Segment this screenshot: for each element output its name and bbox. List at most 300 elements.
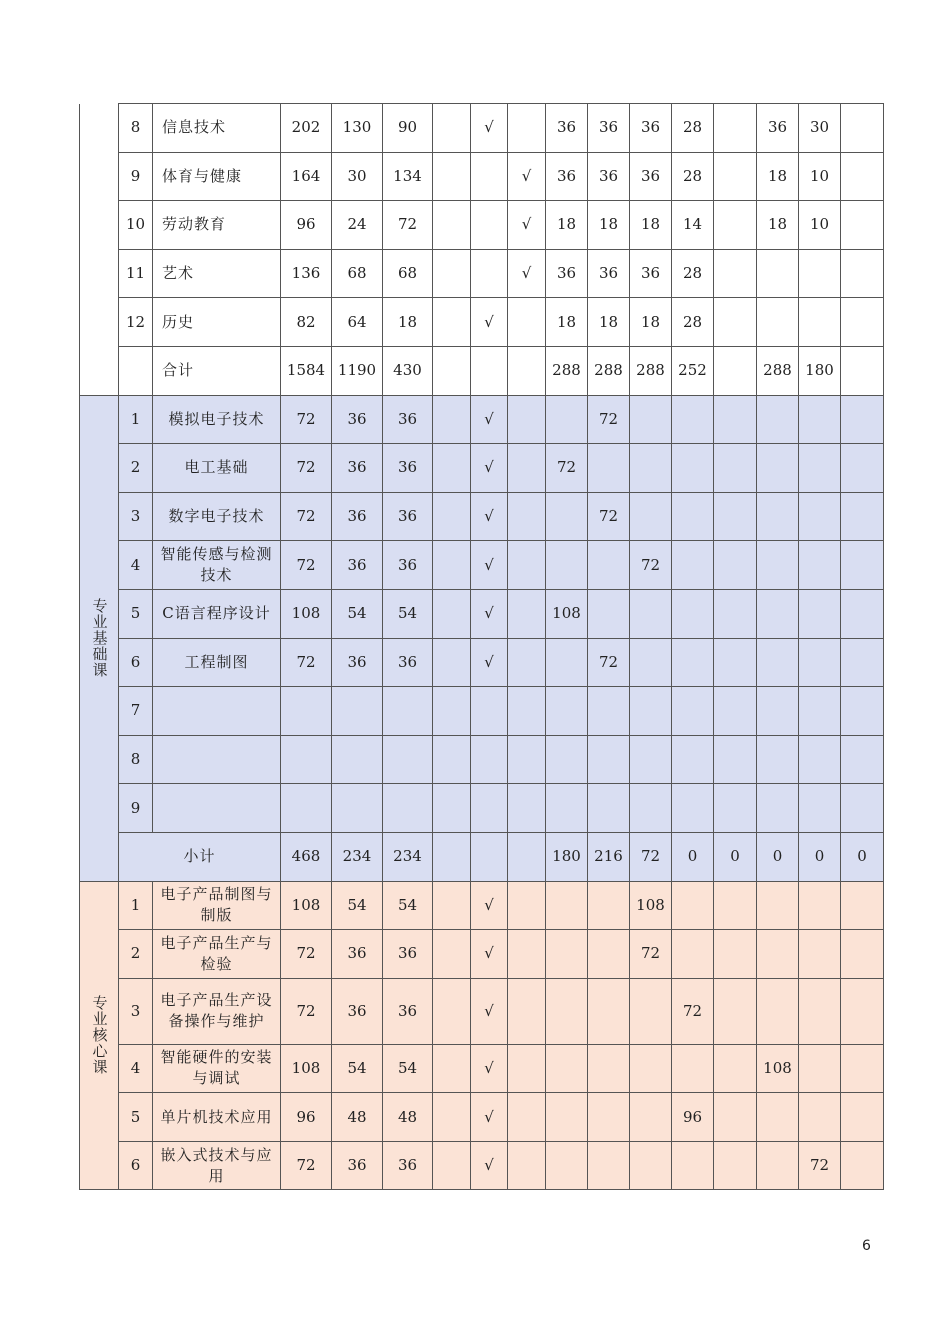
row-number: 3 xyxy=(119,492,153,541)
value-cell: 18 xyxy=(383,298,433,347)
row-number: 7 xyxy=(119,687,153,736)
value-cell xyxy=(841,1044,884,1093)
value-cell: 18 xyxy=(546,201,588,250)
table-row xyxy=(80,444,884,493)
subtotal-label: 小计 xyxy=(119,832,281,881)
value-cell xyxy=(799,735,841,784)
row-number: 2 xyxy=(119,930,153,979)
value-cell: 36 xyxy=(546,249,588,298)
value-cell xyxy=(588,1141,630,1190)
table-row xyxy=(80,1093,884,1142)
value-cell: 36 xyxy=(383,444,433,493)
value-cell xyxy=(841,784,884,833)
row-number: 12 xyxy=(119,298,153,347)
value-cell: 130 xyxy=(332,104,383,153)
row-number: 3 xyxy=(119,978,153,1044)
row-number: 5 xyxy=(119,589,153,638)
value-cell: 72 xyxy=(281,395,332,444)
value-cell: 134 xyxy=(383,152,433,201)
value-cell xyxy=(714,589,757,638)
value-cell: √ xyxy=(471,930,508,979)
value-cell: √ xyxy=(471,541,508,590)
value-cell: 36 xyxy=(383,541,433,590)
value-cell xyxy=(471,249,508,298)
value-cell: 18 xyxy=(630,201,672,250)
value-cell xyxy=(799,492,841,541)
value-cell: 18 xyxy=(546,298,588,347)
value-cell xyxy=(508,589,546,638)
value-cell xyxy=(672,881,714,930)
value-cell xyxy=(714,881,757,930)
value-cell: 14 xyxy=(672,201,714,250)
value-cell xyxy=(508,444,546,493)
course-name xyxy=(153,784,281,833)
value-cell: 82 xyxy=(281,298,332,347)
value-cell: 252 xyxy=(672,346,714,395)
value-cell xyxy=(588,1093,630,1142)
table-row xyxy=(80,346,884,395)
value-cell xyxy=(757,687,799,736)
value-cell xyxy=(714,541,757,590)
course-name xyxy=(153,687,281,736)
value-cell xyxy=(757,541,799,590)
value-cell xyxy=(332,784,383,833)
value-cell xyxy=(433,978,471,1044)
value-cell: 36 xyxy=(383,930,433,979)
value-cell: √ xyxy=(471,589,508,638)
value-cell xyxy=(672,735,714,784)
row-number: 1 xyxy=(119,881,153,930)
table-row xyxy=(80,784,884,833)
course-name: 历史 xyxy=(153,298,281,347)
value-cell: 234 xyxy=(332,832,383,881)
value-cell xyxy=(757,638,799,687)
value-cell: 36 xyxy=(383,395,433,444)
value-cell: 48 xyxy=(383,1093,433,1142)
value-cell xyxy=(714,249,757,298)
value-cell: 54 xyxy=(383,1044,433,1093)
value-cell xyxy=(714,346,757,395)
value-cell: 18 xyxy=(588,201,630,250)
value-cell: 24 xyxy=(332,201,383,250)
value-cell xyxy=(841,930,884,979)
value-cell: 68 xyxy=(332,249,383,298)
value-cell xyxy=(433,832,471,881)
value-cell xyxy=(841,1141,884,1190)
value-cell xyxy=(714,1044,757,1093)
table-row xyxy=(80,881,884,930)
value-cell: √ xyxy=(471,104,508,153)
value-cell xyxy=(799,1044,841,1093)
value-cell xyxy=(383,735,433,784)
value-cell xyxy=(799,687,841,736)
row-number: 10 xyxy=(119,201,153,250)
value-cell xyxy=(714,201,757,250)
value-cell xyxy=(841,881,884,930)
value-cell xyxy=(508,930,546,979)
value-cell xyxy=(433,152,471,201)
value-cell xyxy=(841,152,884,201)
table-row xyxy=(80,687,884,736)
value-cell xyxy=(383,784,433,833)
value-cell: 36 xyxy=(332,930,383,979)
value-cell xyxy=(799,589,841,638)
value-cell: 36 xyxy=(332,395,383,444)
value-cell: √ xyxy=(471,492,508,541)
value-cell xyxy=(630,1093,672,1142)
value-cell: 72 xyxy=(630,832,672,881)
value-cell xyxy=(757,444,799,493)
value-cell xyxy=(471,152,508,201)
value-cell: 72 xyxy=(588,395,630,444)
category-label-core: 专业核心课 xyxy=(80,881,119,1190)
value-cell xyxy=(799,930,841,979)
value-cell xyxy=(799,541,841,590)
value-cell xyxy=(588,881,630,930)
table-row xyxy=(80,152,884,201)
table-row xyxy=(80,395,884,444)
value-cell xyxy=(508,492,546,541)
value-cell xyxy=(281,735,332,784)
value-cell: 430 xyxy=(383,346,433,395)
value-cell xyxy=(588,930,630,979)
value-cell xyxy=(471,784,508,833)
value-cell: √ xyxy=(471,1044,508,1093)
course-name: 电子产品制图与制版 xyxy=(153,881,281,930)
value-cell: 10 xyxy=(799,152,841,201)
value-cell xyxy=(672,638,714,687)
value-cell xyxy=(841,249,884,298)
value-cell xyxy=(433,881,471,930)
value-cell xyxy=(714,978,757,1044)
category-label-basic: 专业基础课 xyxy=(80,395,119,881)
value-cell xyxy=(508,735,546,784)
value-cell: 72 xyxy=(383,201,433,250)
value-cell: √ xyxy=(508,152,546,201)
table-row xyxy=(80,298,884,347)
value-cell xyxy=(714,444,757,493)
value-cell: √ xyxy=(471,1093,508,1142)
table-body xyxy=(80,104,884,1190)
value-cell: 28 xyxy=(672,104,714,153)
value-cell xyxy=(757,298,799,347)
value-cell xyxy=(433,687,471,736)
course-name: 劳动教育 xyxy=(153,201,281,250)
course-name: 合计 xyxy=(153,346,281,395)
value-cell xyxy=(433,1141,471,1190)
value-cell xyxy=(841,395,884,444)
row-number: 9 xyxy=(119,784,153,833)
value-cell xyxy=(281,784,332,833)
course-name: 电子产品生产设备操作与维护 xyxy=(153,978,281,1044)
value-cell xyxy=(508,832,546,881)
value-cell xyxy=(546,881,588,930)
value-cell: 288 xyxy=(588,346,630,395)
row-number: 11 xyxy=(119,249,153,298)
value-cell xyxy=(433,492,471,541)
table-row xyxy=(80,930,884,979)
value-cell xyxy=(841,444,884,493)
value-cell xyxy=(757,978,799,1044)
value-cell xyxy=(799,298,841,347)
value-cell xyxy=(471,201,508,250)
value-cell xyxy=(630,492,672,541)
value-cell xyxy=(546,687,588,736)
value-cell: 96 xyxy=(281,201,332,250)
value-cell xyxy=(546,395,588,444)
value-cell: 72 xyxy=(588,638,630,687)
value-cell xyxy=(508,638,546,687)
value-cell: 36 xyxy=(630,104,672,153)
value-cell: 202 xyxy=(281,104,332,153)
value-cell: 72 xyxy=(672,978,714,1044)
value-cell xyxy=(630,1141,672,1190)
value-cell: √ xyxy=(471,298,508,347)
value-cell xyxy=(757,1093,799,1142)
value-cell xyxy=(799,249,841,298)
value-cell xyxy=(714,104,757,153)
value-cell xyxy=(672,1044,714,1093)
row-number: 8 xyxy=(119,735,153,784)
value-cell xyxy=(714,152,757,201)
value-cell: 72 xyxy=(588,492,630,541)
value-cell xyxy=(841,978,884,1044)
value-cell xyxy=(546,492,588,541)
value-cell: 96 xyxy=(281,1093,332,1142)
value-cell xyxy=(630,589,672,638)
value-cell xyxy=(714,687,757,736)
value-cell xyxy=(841,201,884,250)
value-cell xyxy=(433,541,471,590)
value-cell xyxy=(714,395,757,444)
value-cell: 108 xyxy=(546,589,588,638)
value-cell: 36 xyxy=(588,152,630,201)
value-cell: 36 xyxy=(383,978,433,1044)
value-cell: 108 xyxy=(281,1044,332,1093)
value-cell xyxy=(588,784,630,833)
table-row xyxy=(80,1141,884,1190)
value-cell xyxy=(841,346,884,395)
value-cell: 72 xyxy=(281,444,332,493)
value-cell xyxy=(630,735,672,784)
value-cell: 72 xyxy=(281,541,332,590)
row-number xyxy=(119,346,153,395)
value-cell: √ xyxy=(471,444,508,493)
value-cell xyxy=(757,784,799,833)
value-cell xyxy=(546,784,588,833)
value-cell xyxy=(799,395,841,444)
value-cell: 36 xyxy=(332,978,383,1044)
value-cell xyxy=(433,346,471,395)
value-cell: √ xyxy=(508,201,546,250)
value-cell: 36 xyxy=(383,1141,433,1190)
value-cell: √ xyxy=(471,1141,508,1190)
value-cell: 36 xyxy=(757,104,799,153)
row-number: 4 xyxy=(119,1044,153,1093)
course-name: 艺术 xyxy=(153,249,281,298)
value-cell xyxy=(757,930,799,979)
table-row xyxy=(80,638,884,687)
value-cell: √ xyxy=(508,249,546,298)
value-cell: √ xyxy=(471,395,508,444)
subtotal-row xyxy=(80,832,884,881)
value-cell xyxy=(546,930,588,979)
value-cell xyxy=(508,1141,546,1190)
value-cell: 36 xyxy=(630,152,672,201)
value-cell xyxy=(841,735,884,784)
value-cell: 0 xyxy=(757,832,799,881)
row-number: 8 xyxy=(119,104,153,153)
value-cell: 68 xyxy=(383,249,433,298)
curriculum-table xyxy=(79,103,884,1190)
value-cell xyxy=(672,784,714,833)
value-cell: 72 xyxy=(281,1141,332,1190)
table-row xyxy=(80,978,884,1044)
value-cell: 288 xyxy=(630,346,672,395)
course-name: 工程制图 xyxy=(153,638,281,687)
value-cell xyxy=(630,1044,672,1093)
value-cell: 36 xyxy=(332,541,383,590)
value-cell: 72 xyxy=(281,978,332,1044)
value-cell xyxy=(508,978,546,1044)
row-number: 5 xyxy=(119,1093,153,1142)
value-cell xyxy=(433,735,471,784)
value-cell xyxy=(508,1093,546,1142)
value-cell xyxy=(714,298,757,347)
value-cell xyxy=(799,638,841,687)
value-cell xyxy=(714,735,757,784)
value-cell: 18 xyxy=(630,298,672,347)
value-cell: 36 xyxy=(630,249,672,298)
value-cell xyxy=(630,444,672,493)
value-cell xyxy=(757,589,799,638)
value-cell xyxy=(841,638,884,687)
value-cell xyxy=(508,881,546,930)
course-name: 单片机技术应用 xyxy=(153,1093,281,1142)
value-cell xyxy=(757,492,799,541)
value-cell: 18 xyxy=(588,298,630,347)
value-cell xyxy=(672,687,714,736)
value-cell xyxy=(433,638,471,687)
value-cell: 72 xyxy=(546,444,588,493)
value-cell: 288 xyxy=(757,346,799,395)
value-cell: 72 xyxy=(281,638,332,687)
value-cell: 108 xyxy=(757,1044,799,1093)
value-cell xyxy=(630,638,672,687)
value-cell xyxy=(508,346,546,395)
value-cell: √ xyxy=(471,638,508,687)
table-row xyxy=(80,249,884,298)
table-row xyxy=(80,1044,884,1093)
value-cell xyxy=(672,492,714,541)
value-cell xyxy=(672,395,714,444)
value-cell: 54 xyxy=(332,881,383,930)
value-cell: 96 xyxy=(672,1093,714,1142)
value-cell: √ xyxy=(471,881,508,930)
value-cell: 36 xyxy=(383,492,433,541)
table-row xyxy=(80,492,884,541)
value-cell xyxy=(714,492,757,541)
value-cell: 72 xyxy=(281,492,332,541)
value-cell: 18 xyxy=(757,201,799,250)
value-cell xyxy=(433,298,471,347)
row-number: 9 xyxy=(119,152,153,201)
page-number: 6 xyxy=(862,1238,871,1254)
value-cell: √ xyxy=(471,978,508,1044)
value-cell xyxy=(508,104,546,153)
course-name: 电工基础 xyxy=(153,444,281,493)
value-cell xyxy=(546,735,588,784)
value-cell: 30 xyxy=(332,152,383,201)
value-cell xyxy=(799,1093,841,1142)
value-cell: 48 xyxy=(332,1093,383,1142)
course-name: 模拟电子技术 xyxy=(153,395,281,444)
value-cell xyxy=(799,444,841,493)
value-cell xyxy=(281,687,332,736)
value-cell xyxy=(588,541,630,590)
value-cell: 54 xyxy=(383,589,433,638)
value-cell xyxy=(433,930,471,979)
course-name: 电子产品生产与检验 xyxy=(153,930,281,979)
value-cell xyxy=(588,687,630,736)
value-cell xyxy=(433,395,471,444)
row-number: 6 xyxy=(119,638,153,687)
value-cell xyxy=(546,638,588,687)
course-name: C语言程序设计 xyxy=(153,589,281,638)
value-cell: 216 xyxy=(588,832,630,881)
value-cell: 164 xyxy=(281,152,332,201)
value-cell: 36 xyxy=(546,104,588,153)
value-cell: 180 xyxy=(799,346,841,395)
value-cell xyxy=(433,104,471,153)
value-cell xyxy=(471,735,508,784)
value-cell xyxy=(546,978,588,1044)
course-name: 智能传感与检测技术 xyxy=(153,541,281,590)
value-cell: 36 xyxy=(332,638,383,687)
value-cell: 28 xyxy=(672,152,714,201)
value-cell: 28 xyxy=(672,298,714,347)
value-cell xyxy=(433,1093,471,1142)
value-cell: 108 xyxy=(630,881,672,930)
value-cell xyxy=(630,978,672,1044)
value-cell: 1584 xyxy=(281,346,332,395)
value-cell: 36 xyxy=(546,152,588,201)
table-row xyxy=(80,201,884,250)
value-cell: 36 xyxy=(588,249,630,298)
value-cell xyxy=(757,249,799,298)
value-cell xyxy=(714,784,757,833)
value-cell xyxy=(841,104,884,153)
value-cell xyxy=(672,541,714,590)
value-cell: 0 xyxy=(672,832,714,881)
value-cell: 18 xyxy=(757,152,799,201)
value-cell: 36 xyxy=(332,1141,383,1190)
value-cell xyxy=(799,784,841,833)
value-cell: 64 xyxy=(332,298,383,347)
value-cell xyxy=(433,249,471,298)
value-cell: 54 xyxy=(332,589,383,638)
row-number: 2 xyxy=(119,444,153,493)
value-cell: 36 xyxy=(383,638,433,687)
value-cell xyxy=(588,444,630,493)
value-cell: 108 xyxy=(281,881,332,930)
value-cell xyxy=(508,1044,546,1093)
value-cell xyxy=(433,784,471,833)
table-row xyxy=(80,589,884,638)
value-cell xyxy=(757,735,799,784)
value-cell: 28 xyxy=(672,249,714,298)
value-cell: 36 xyxy=(332,492,383,541)
